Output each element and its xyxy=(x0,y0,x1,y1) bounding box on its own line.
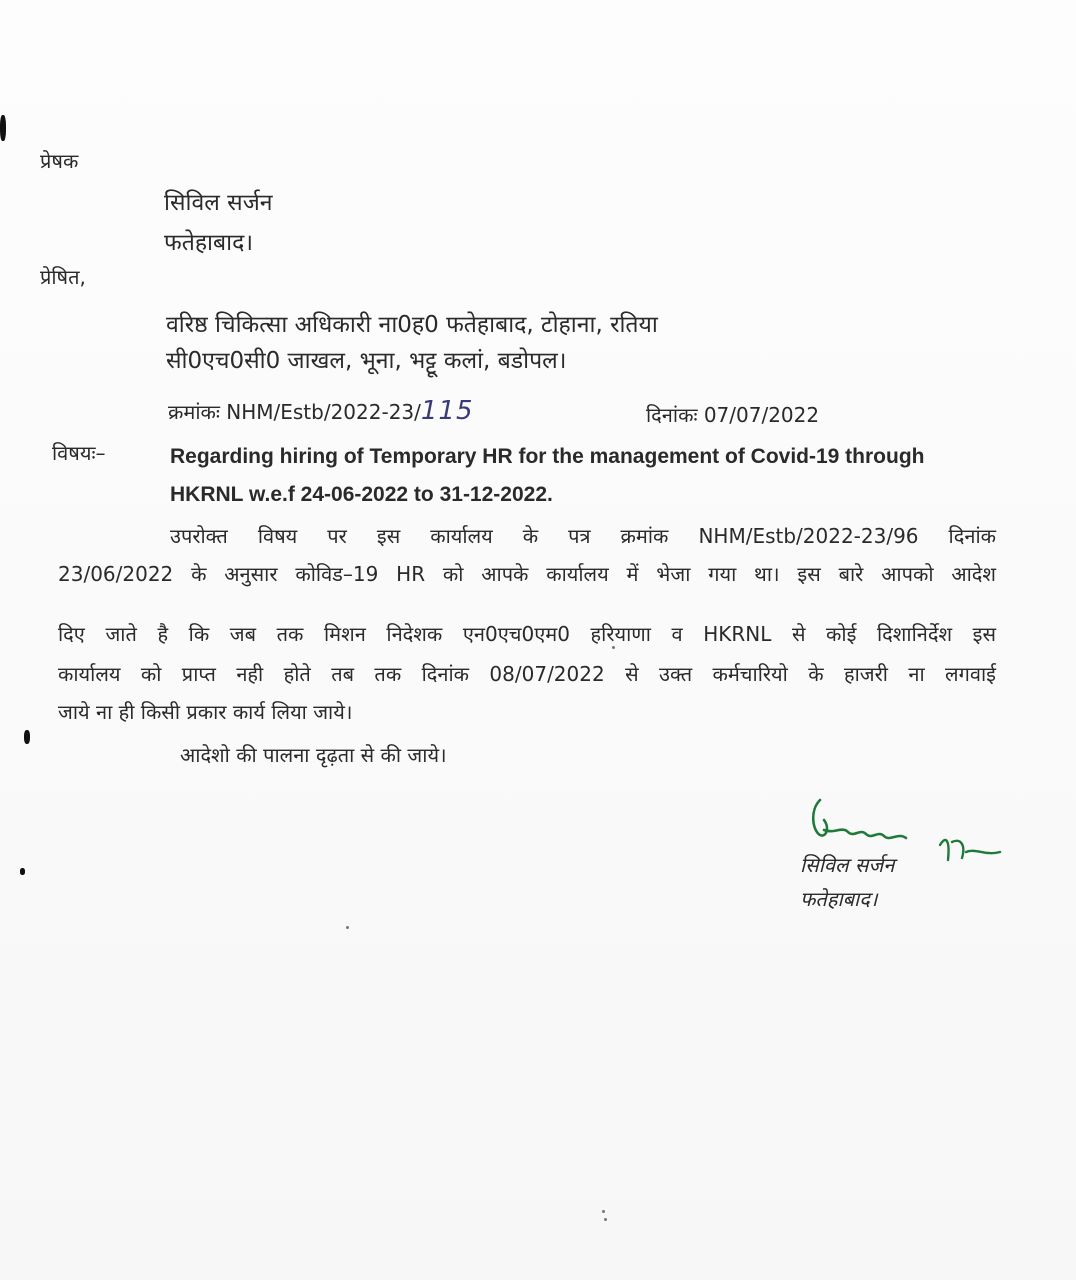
subject-line-2: HKRNL w.e.f 24-06-2022 to 31-12-2022. xyxy=(170,483,553,506)
closing-line: आदेशो की पालना दृढ़ता से की जाये। xyxy=(180,743,447,767)
body-line-4: कार्यालय को प्राप्त नही होते तब तक दिनांक 08/07/2022 से उक्त कर्मचारियो के हाजरी ना लगवाई xyxy=(58,662,996,686)
recipient-line-2: सी0एच0सी0 जाखल, भूना, भट्टू कलां, बडोपल। xyxy=(166,348,567,374)
reference-handwritten-number: 115 xyxy=(420,396,474,426)
subject-line-1: Regarding hiring of Temporary HR for the management of Covid-19 through xyxy=(170,445,925,468)
body-line-1: उपरोक्त विषय पर इस कार्यालय के पत्र क्रमांक NHM/Estb/2022-23/96 दिनांक xyxy=(170,524,996,548)
scan-speck xyxy=(602,1210,605,1213)
scan-speck xyxy=(346,926,349,929)
body-line-3: दिए जाते है कि जब तक मिशन निदेशक एन0एच0एम0 हरियाणा व HKRNL से कोई दिशानिर्देश इस xyxy=(58,622,996,646)
scan-speck xyxy=(604,1218,607,1221)
sender-label: प्रेषक xyxy=(40,149,79,173)
signature-title: सिविल सर्जन xyxy=(800,853,895,877)
body-line-2: 23/06/2022 के अनुसार कोविड–19 HR को आपके कार्यालय में भेजा गया था। इस बारे आपको आदेश xyxy=(58,562,996,586)
letter-date: दिनांकः 07/07/2022 xyxy=(646,403,820,427)
scan-edge-mark xyxy=(20,868,25,875)
sender-name: सिविल सर्जन xyxy=(164,190,273,216)
body-line-5: जाये ना ही किसी प्रकार कार्य लिया जाये। xyxy=(58,700,353,724)
sender-place: फतेहाबाद। xyxy=(164,230,254,256)
recipient-label: प्रेषित, xyxy=(40,265,86,289)
recipient-line-1: वरिष्ठ चिकित्सा अधिकारी ना0ह0 फतेहाबाद, टोहाना, रतिया xyxy=(166,312,658,338)
scan-edge-mark xyxy=(0,115,6,141)
signature-place: फतेहाबाद। xyxy=(800,887,878,911)
reference-number xyxy=(168,398,474,425)
scan-edge-mark xyxy=(24,730,30,744)
subject-label: विषयः– xyxy=(52,441,106,465)
reference-label: क्रमांकः NHM/Estb/2022-23/ xyxy=(168,400,421,424)
